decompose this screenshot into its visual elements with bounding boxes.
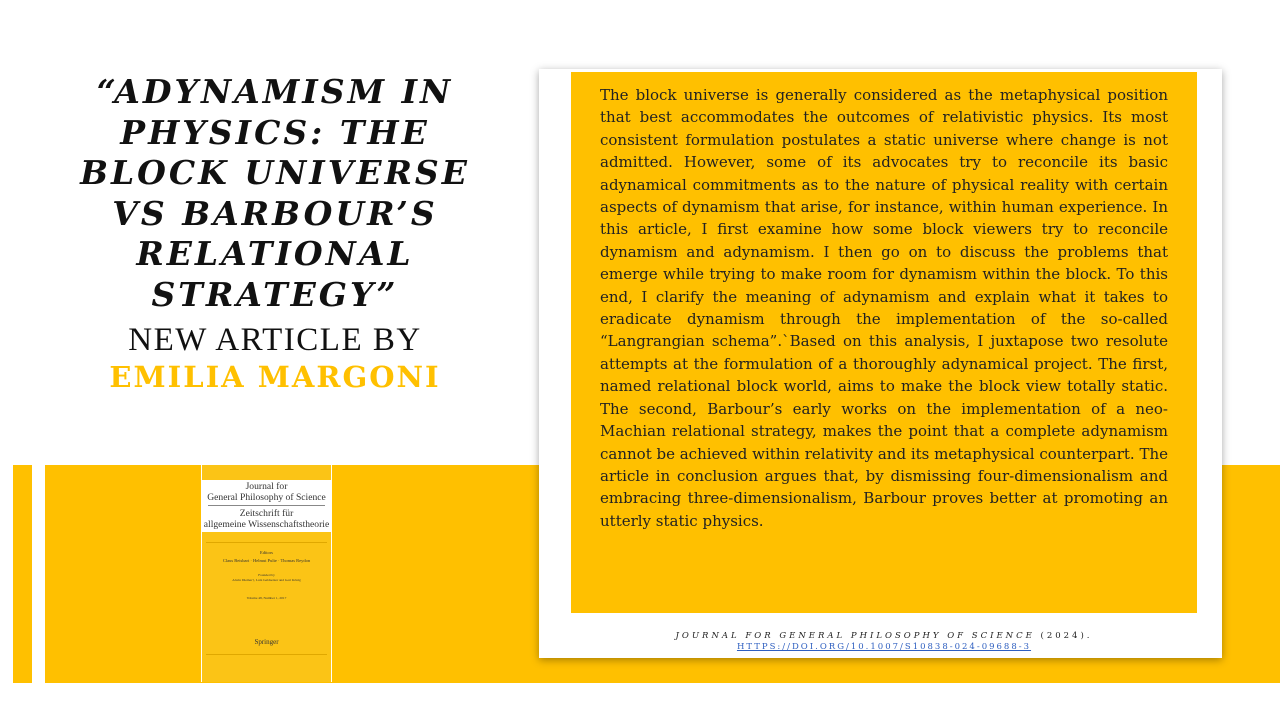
- accent-band-left: [13, 465, 32, 683]
- citation-year: (2024).: [1034, 631, 1093, 641]
- cover-founded-label: Founded by: [258, 573, 275, 577]
- cover-founders: Alwin Diemer†, Lutz Geldsetzer and Gert König: [232, 578, 301, 582]
- citation: [571, 623, 1197, 653]
- cover-zeitschrift-line1: Zeitschrift für: [239, 508, 294, 519]
- cover-publisher-logo: Springer: [254, 638, 279, 646]
- cover-editors-label: Editors: [260, 550, 273, 555]
- cover-divider: [208, 505, 325, 506]
- cover-bottom-rule: [206, 654, 327, 655]
- abstract-text: The block universe is generally considered as the metaphysical position that best accommodates the outcomes of relativistic physics. Its most consistent formulation postulates a static universe where change is not admitted. However, some of its advocates try to reconcile its basic adynamical commitments as to the nature of physical reality with certain aspects of dynamism that arise, for instance, within human experience. In this article, I first examine how some block viewers try to reconcile dynamism and adynamism. I then go on to discuss the problems that emerge while trying to make room for dynamism within the block. To this end, I clarify the meaning of adynamism and explain what it takes to eradicate dynamism through the implementation of the so-called “Langrangian schema”.`Based on this analysis, I juxtapose two resolute attempts at the formulation of a thoroughly adynamical project. The first, named relational block world, aims to make the block view totally static. The second, Barbour’s early works on the implementation of a neo-Machian relational strategy, makes the point that a complete adynamism cannot be achieved within relativity and its metaphysical counterpart. The article in conclusion argues that, by dismissing four-dimensionalism and embracing three-dimensionalism, Barbour proves better at promoting an utterly static physics.: [600, 86, 1168, 530]
- cover-editors: Claus Beisbart · Helmut Pulte · Thomas Reydon: [222, 558, 311, 563]
- cover-journal-line2: General Philosophy of Science: [207, 492, 326, 503]
- cover-rule: [206, 542, 327, 543]
- cover-journal-line1: Journal for: [245, 481, 288, 492]
- subtitle: NEW ARTICLE BY: [128, 322, 422, 358]
- author-name: EMILIA MARGONI: [109, 360, 441, 394]
- title-block: [60, 72, 490, 395]
- abstract-card: [539, 69, 1222, 658]
- article-title: “ADYNAMISM IN PHYSICS: THE BLOCK UNIVERSE VS BARBOUR’S RELATIONAL STRATEGY”: [80, 72, 470, 314]
- citation-journal: [676, 631, 1093, 641]
- doi-link[interactable]: HTTPS://DOI.ORG/10.1007/S10838-024-09688-3: [736, 642, 1032, 652]
- cover-zeitschrift-line2: allgemeine Wissenschaftstheorie: [203, 519, 330, 530]
- cover-volume: Volume 48, Number 1, 2017: [246, 596, 287, 600]
- journal-cover-image: [201, 465, 332, 682]
- cover-header: [202, 480, 331, 532]
- abstract-box: [571, 72, 1197, 613]
- citation-journal-name: JOURNAL FOR GENERAL PHILOSOPHY OF SCIENCE: [675, 631, 1035, 641]
